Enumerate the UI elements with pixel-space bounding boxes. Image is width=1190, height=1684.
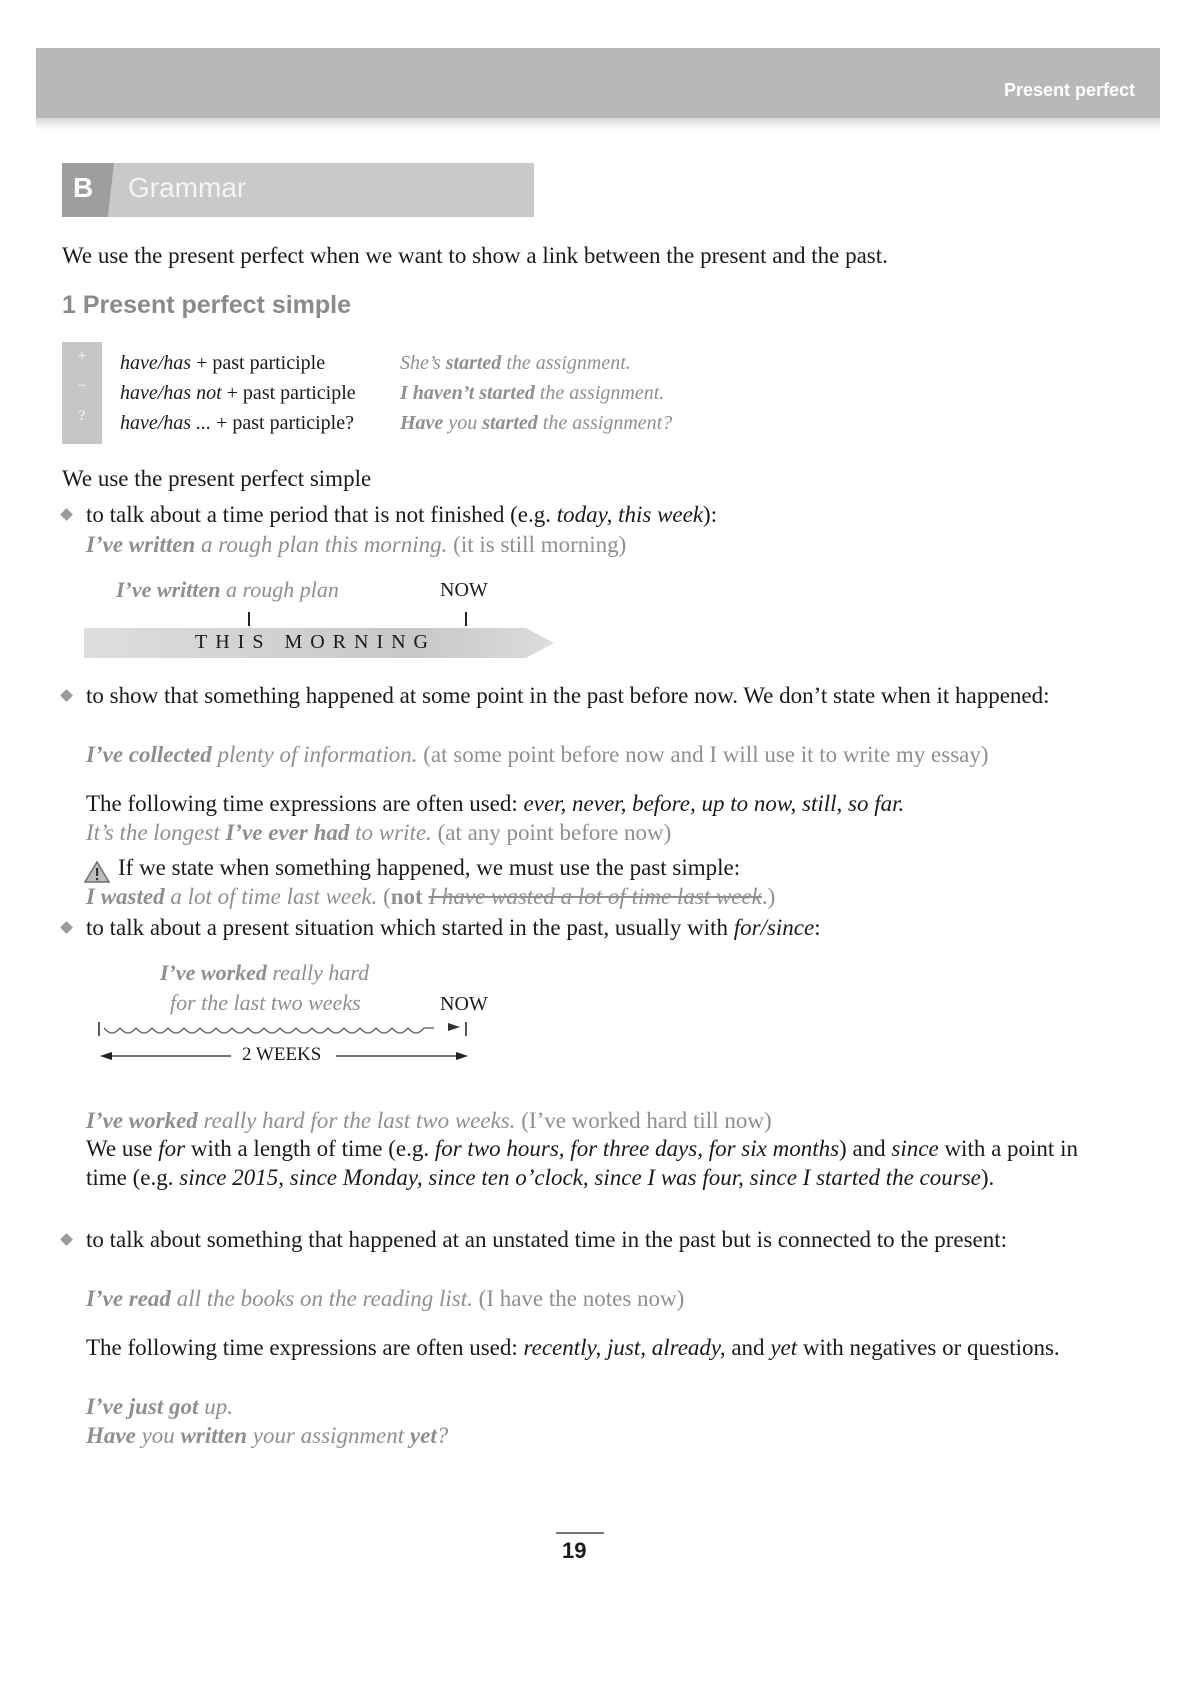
section-title: Grammar xyxy=(128,172,247,203)
use-3-text: to talk about a present situation which started in the past, usually with for/since: xyxy=(86,915,821,940)
expressions-2-example-1: I’ve just got up. xyxy=(86,1394,233,1419)
use-intro: We use the present perfect simple xyxy=(62,466,372,491)
plus-symbol: + xyxy=(77,348,87,364)
form-aux: have/has xyxy=(120,352,192,374)
running-head: Present perfect xyxy=(1003,80,1135,100)
expressions-2-text: The following time expressions are often used: recently, just, already, and yet with negatives or questions. xyxy=(86,1335,1060,1360)
page-number: 19 xyxy=(562,1538,587,1563)
minus-symbol: − xyxy=(77,378,87,394)
warning-text: If we state when something happened, we must use the past simple: xyxy=(118,855,741,880)
running-head-band-fade xyxy=(36,118,1160,130)
expressions-1-text: The following time expressions are often used: ever, never, before, up to now, still, so far. xyxy=(86,791,905,816)
form-rest: + past participle? xyxy=(211,412,354,434)
bullet-icon xyxy=(60,1233,73,1246)
timeline-2-example-line-2: for the last two weeks xyxy=(170,990,361,1015)
timeline-2-duration: 2 WEEKS xyxy=(242,1044,322,1065)
page-number-rule xyxy=(556,1532,604,1534)
use-3-example: I’ve worked really hard for the last two weeks. (I’ve worked hard till now) xyxy=(86,1108,772,1133)
form-aux: have/has ... xyxy=(120,412,212,434)
form-aux: have/has not xyxy=(120,382,222,404)
use-1-text: to talk about a time period that is not finished (e.g. today, this week): xyxy=(86,502,718,527)
sub-heading: 1 Present perfect simple xyxy=(62,291,352,319)
form-row-negative xyxy=(120,378,356,408)
intro-paragraph: We use the present perfect when we want to show a link between the present and the past. xyxy=(62,243,888,268)
timeline-1-bar-label: THIS MORNING xyxy=(195,631,436,653)
bullet-icon xyxy=(60,921,73,934)
use-2-text: to show that something happened at some point in the past before now. We don’t state when it happened: xyxy=(86,683,1050,708)
use-4-text: to talk about something that happened at an unstated time in the past but is connected to the present: xyxy=(86,1227,1008,1252)
use-4-example: I’ve read all the books on the reading list. (I have the notes now) xyxy=(86,1286,685,1311)
running-head-band xyxy=(36,48,1160,118)
use-1-example: I’ve written a rough plan this morning. (it is still morning) xyxy=(86,532,627,557)
timeline-2-now: NOW xyxy=(440,993,488,1015)
expressions-1-example: It’s the longest I’ve ever had to write. (at any point before now) xyxy=(86,820,672,845)
use-2-example: I’ve collected plenty of information. (at some point before now and I will use it to write my essay) xyxy=(86,742,989,767)
for-since-paragraph: We use for with a length of time (e.g. for two hours, for three days, for six months) and since with a point in time (e.g. since 2015, since Monday, since ten o’clock, since I was four, since I started the course). xyxy=(86,1136,1078,1190)
form-row-affirmative xyxy=(120,348,325,378)
warning-example: I wasted a lot of time last week. (not I have wasted a lot of time last week.) xyxy=(86,884,776,909)
timeline-1-tick-now xyxy=(465,612,467,626)
bullet-icon xyxy=(60,689,73,702)
timeline-1-tick-start xyxy=(248,612,250,626)
timeline-1-example: I’ve written a rough plan xyxy=(116,577,339,602)
form-example-question: Have you started the assignment? xyxy=(400,412,673,434)
form-example-negative: I haven’t started the assignment. xyxy=(400,382,665,404)
timeline-1-now: NOW xyxy=(440,579,488,601)
timeline-2-example-line-1: I’ve worked really hard xyxy=(160,960,370,985)
bullet-icon xyxy=(60,508,73,521)
form-rest: + past participle xyxy=(191,352,326,374)
form-symbol-strip xyxy=(62,342,102,444)
form-row-question xyxy=(120,408,354,438)
question-symbol: ? xyxy=(78,408,86,424)
expressions-2-example-2: Have you written your assignment yet? xyxy=(86,1423,449,1448)
warning-icon xyxy=(84,860,110,884)
form-example-affirmative: She’s started the assignment. xyxy=(400,352,631,374)
form-rest: + past participle xyxy=(221,382,356,404)
section-letter: B xyxy=(73,172,94,203)
